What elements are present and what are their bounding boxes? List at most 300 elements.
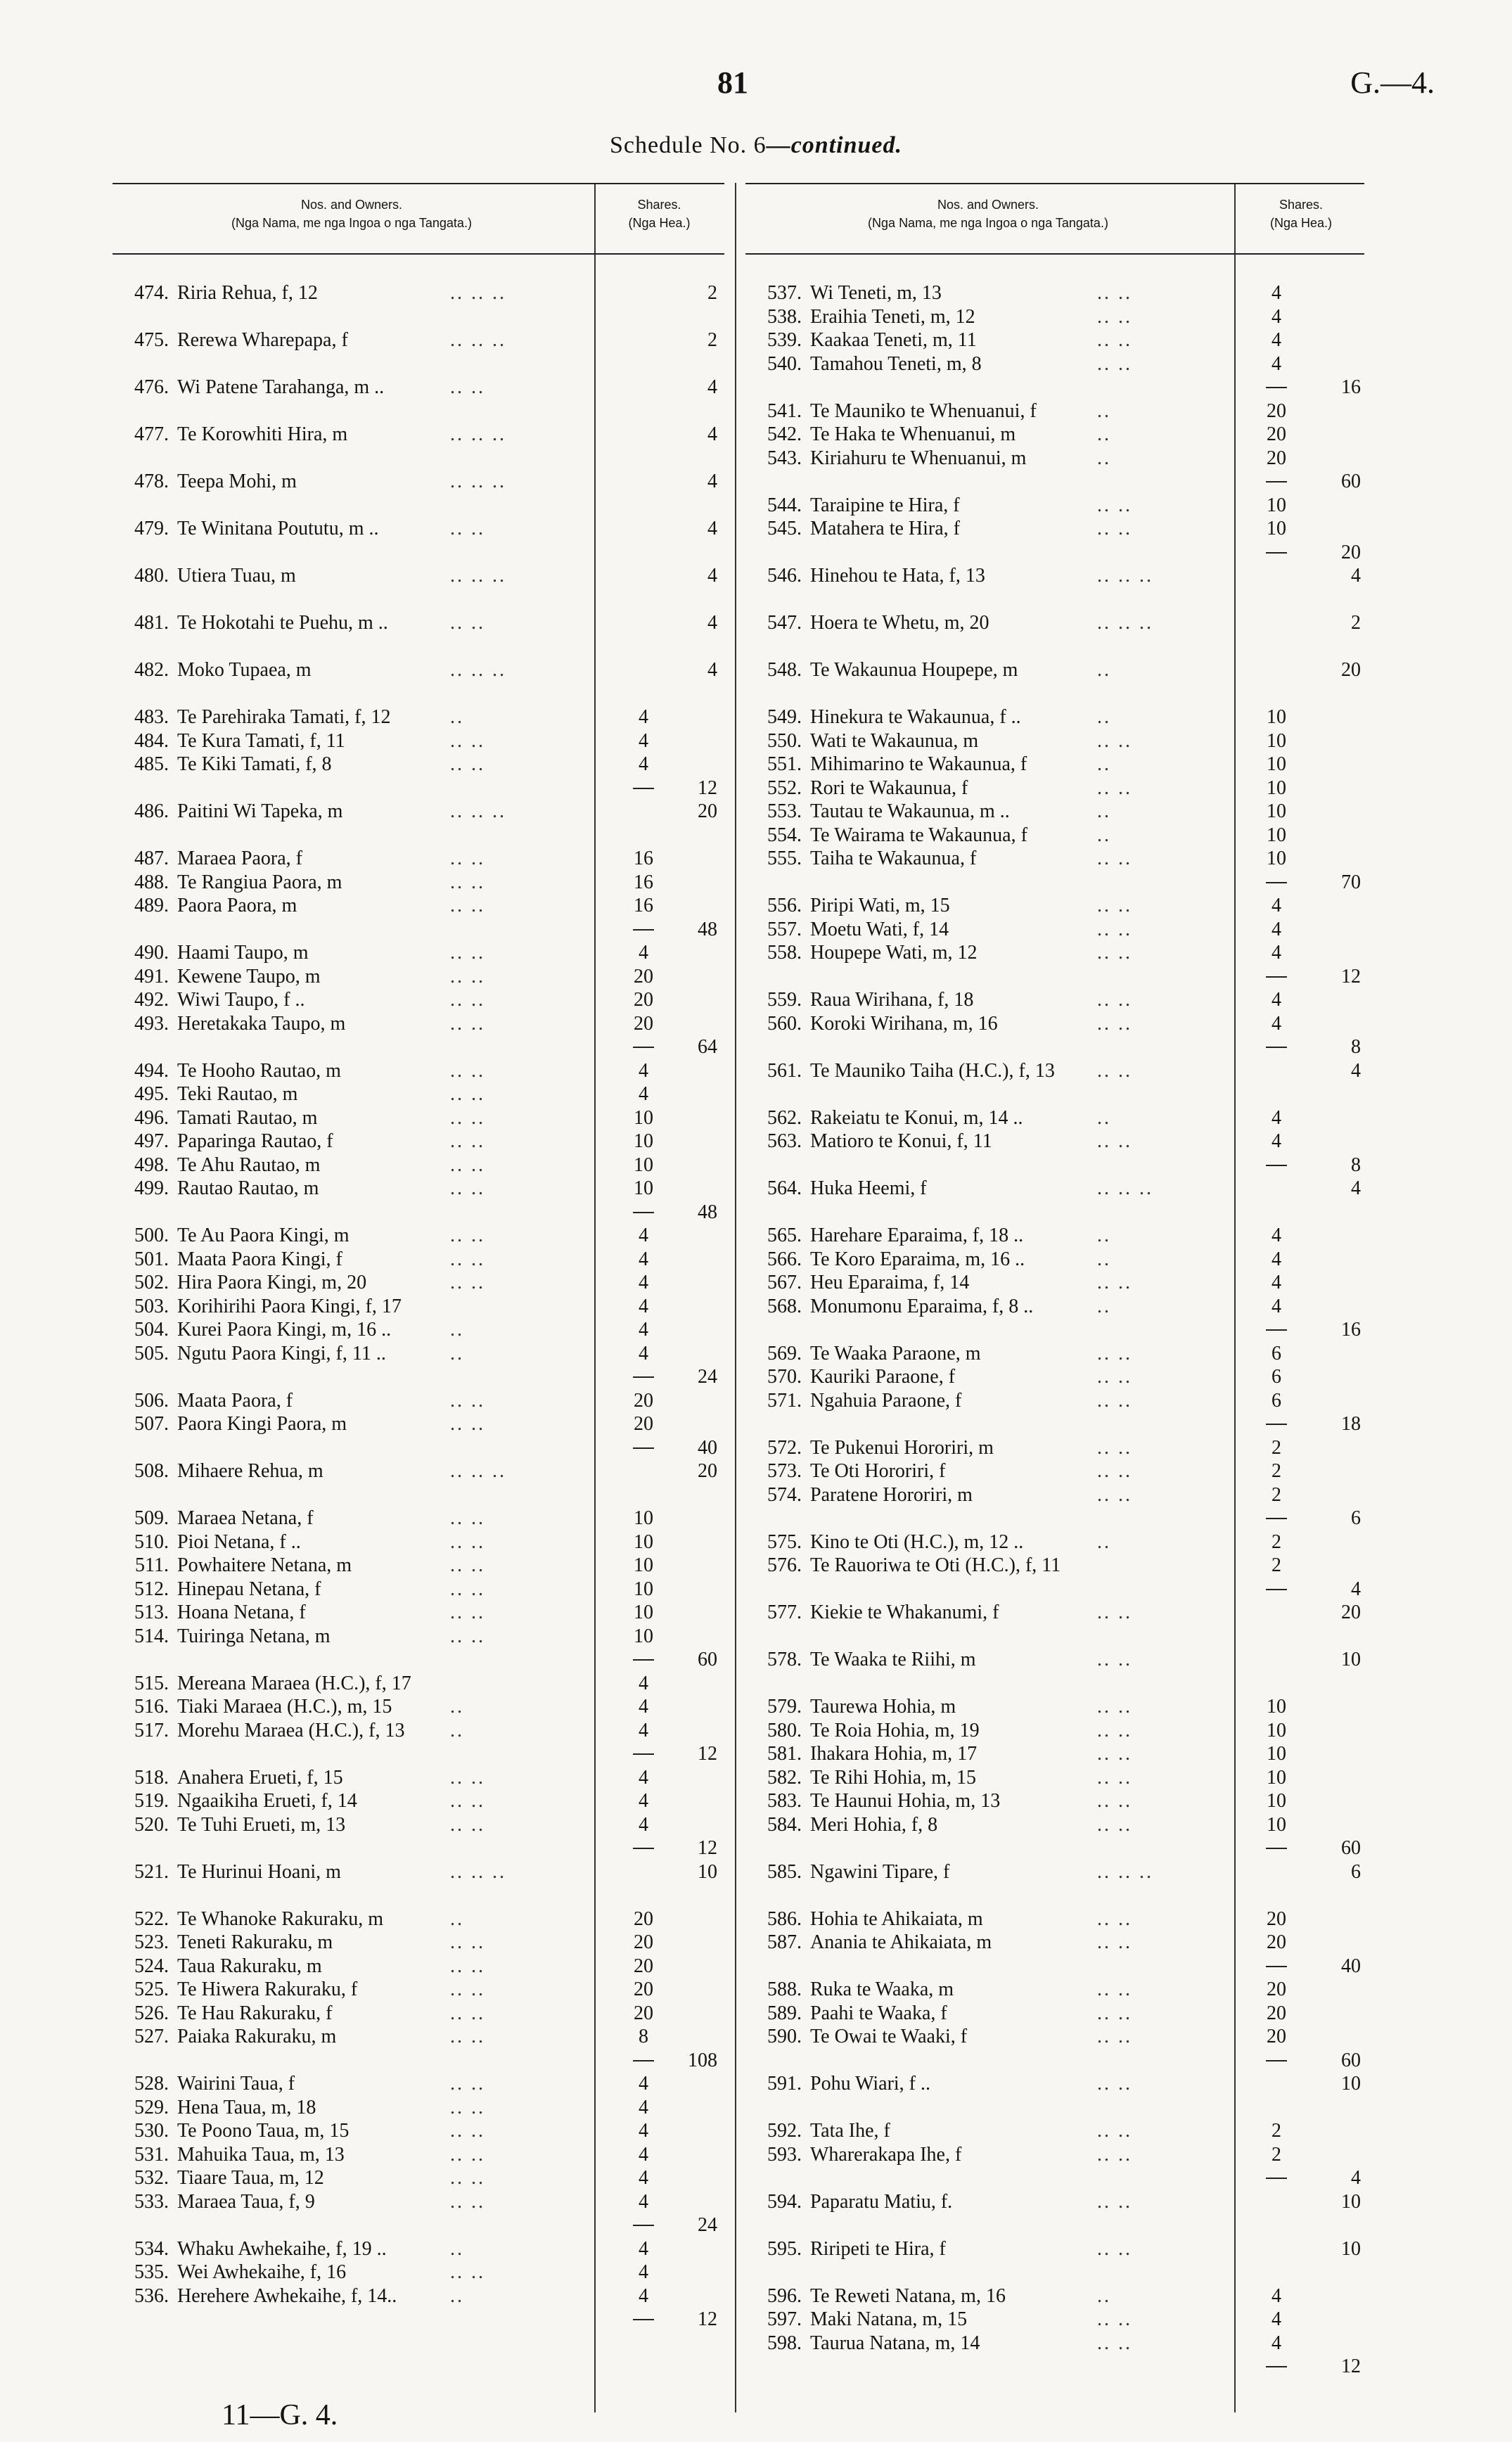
owner-number: 510. — [134, 1530, 169, 1553]
row-spacer — [113, 399, 724, 423]
subtotal-row — [113, 1648, 724, 1672]
leader-dots: .. .. — [450, 1413, 485, 1435]
owner-row — [113, 1177, 724, 1201]
individual-shares: 6 — [1271, 1366, 1281, 1388]
leader-dots: .. .. — [1097, 2308, 1132, 2330]
owner-name: Wairini Taua, f — [177, 2073, 295, 2095]
owner-number: 585. — [767, 1860, 802, 1883]
owner-number: 538. — [767, 305, 802, 328]
individual-shares: 10 — [1267, 1743, 1286, 1765]
owner-row — [113, 2096, 724, 2120]
owner-number: 568. — [767, 1295, 802, 1317]
individual-shares: 4 — [1271, 2284, 1281, 2307]
leader-dots: .. .. — [1097, 518, 1132, 539]
leader-dots: .. .. .. — [450, 282, 506, 304]
owner-row — [745, 2025, 1364, 2049]
owner-number: 505. — [134, 1342, 169, 1364]
owner-row — [745, 1601, 1364, 1625]
owner-number: 557. — [767, 918, 802, 940]
owner-row — [113, 2119, 724, 2143]
owner-row — [113, 564, 724, 588]
owner-number: 528. — [134, 2073, 169, 2095]
owner-name: Maraea Taua, f, 9 — [177, 2190, 315, 2213]
individual-shares: 10 — [1267, 518, 1286, 539]
owner-row — [113, 705, 724, 729]
owner-number: 545. — [767, 518, 802, 539]
individual-shares: 10 — [1267, 494, 1286, 516]
owner-name: Meri Hohia, f, 8 — [810, 1813, 938, 1836]
individual-shares: 4 — [1271, 1130, 1281, 1152]
subtotal-shares: 20 — [1341, 541, 1361, 563]
subtotal-rule — [1266, 1848, 1287, 1849]
leader-dots: .. — [450, 1696, 464, 1718]
owner-number: 482. — [134, 659, 169, 681]
owner-row — [745, 1648, 1364, 1672]
subtotal-shares: 12 — [1341, 965, 1361, 987]
owner-name: Haami Taupo, m — [177, 942, 309, 964]
owner-name: Tamati Rautao, m — [177, 1106, 318, 1129]
owner-number: 529. — [134, 2096, 169, 2118]
individual-shares: 20 — [634, 1955, 653, 1977]
owner-number: 543. — [767, 447, 802, 469]
owner-row — [113, 1789, 724, 1813]
owner-number: 560. — [767, 1012, 802, 1035]
owner-row — [745, 399, 1364, 423]
leader-dots: .. — [1097, 1106, 1111, 1129]
owner-row — [113, 1389, 724, 1413]
owner-number: 578. — [767, 1649, 802, 1670]
owner-row — [113, 800, 724, 824]
individual-shares: 4 — [1271, 1272, 1281, 1293]
owner-number: 487. — [134, 848, 169, 869]
owner-number: 559. — [767, 989, 802, 1011]
owner-number: 483. — [134, 706, 169, 728]
individual-shares: 10 — [1267, 1719, 1286, 1741]
individual-shares: 4 — [1271, 282, 1281, 304]
individual-shares: 20 — [634, 2002, 653, 2024]
leader-dots: .. .. — [1097, 989, 1132, 1011]
owner-name: Ngawini Tipare, f — [810, 1860, 950, 1883]
individual-shares: 4 — [639, 2237, 648, 2260]
owner-name: Paparatu Matiu, f. — [810, 2190, 953, 2213]
leader-dots: .. .. — [1097, 1366, 1132, 1388]
subtotal-rule — [633, 2060, 654, 2061]
owner-name: Teki Rautao, m — [177, 1083, 298, 1105]
leader-dots: .. .. — [1097, 1696, 1132, 1718]
owner-name: Matioro te Konui, f, 11 — [810, 1130, 992, 1152]
owner-row — [113, 281, 724, 305]
leader-dots: .. .. — [450, 2026, 485, 2047]
individual-shares: 4 — [639, 2073, 648, 2095]
owner-name: Te Oti Hororiri, f — [810, 1460, 946, 1482]
owner-row — [745, 1530, 1364, 1554]
subtotal-shares: 24 — [698, 2214, 717, 2236]
owner-name: Te Poono Taua, m, 15 — [177, 2120, 350, 2142]
individual-shares: 4 — [639, 2284, 648, 2307]
leader-dots: .. .. — [450, 1248, 485, 1270]
individual-shares: 10 — [634, 1602, 653, 1623]
owner-number: 539. — [767, 329, 802, 351]
names-header-line2: (Nga Nama, me nga Ingoa o nga Tangata.) — [231, 216, 472, 230]
individual-shares: 2 — [1271, 1436, 1281, 1459]
owner-name: Te Whanoke Rakuraku, m — [177, 1907, 383, 1930]
leader-dots: .. .. — [450, 2073, 485, 2095]
owner-number: 497. — [134, 1130, 169, 1152]
leader-dots: .. .. — [1097, 329, 1132, 351]
owner-number: 526. — [134, 2002, 169, 2024]
owner-name: Matahera te Hira, f — [810, 518, 960, 539]
owner-name: Ngahuia Paraone, f — [810, 1389, 962, 1412]
owner-name: Te Hooho Rautao, m — [177, 1059, 341, 1082]
owner-number: 490. — [134, 942, 169, 964]
leader-dots: .. .. — [450, 2143, 485, 2166]
individual-shares: 20 — [634, 1413, 653, 1435]
owner-name: Te Au Paora Kingi, m — [177, 1225, 350, 1246]
leader-dots: .. .. — [1097, 848, 1132, 869]
leader-dots: .. .. — [450, 1272, 485, 1293]
owner-row — [113, 2261, 724, 2284]
owner-number: 593. — [767, 2143, 802, 2166]
owner-name: Maki Natana, m, 15 — [810, 2308, 968, 2330]
individual-shares: 4 — [639, 1248, 648, 1270]
leader-dots: .. .. — [450, 1130, 485, 1152]
leader-dots: .. .. .. — [450, 471, 506, 492]
owner-number: 580. — [767, 1719, 802, 1741]
owner-row — [113, 1601, 724, 1625]
owner-name: Maraea Netana, f — [177, 1507, 314, 1529]
subtotal-row — [113, 1035, 724, 1059]
owner-row — [745, 2332, 1364, 2355]
leader-dots: .. .. — [1097, 1272, 1132, 1293]
owner-number: 506. — [134, 1389, 169, 1412]
owner-row — [745, 729, 1364, 753]
owner-number: 589. — [767, 2002, 802, 2024]
leader-dots: .. .. .. — [450, 565, 506, 587]
subtotal-row — [113, 1365, 724, 1389]
individual-shares: 20 — [1267, 447, 1286, 469]
subtotal-shares: 18 — [1341, 1413, 1361, 1435]
owner-name: Raua Wirihana, f, 18 — [810, 989, 974, 1011]
owner-row — [745, 2284, 1364, 2308]
owner-row — [745, 281, 1364, 305]
individual-shares: 4 — [639, 1719, 648, 1741]
leader-dots: .. — [1097, 447, 1111, 469]
owner-row — [113, 1695, 724, 1719]
owner-row — [745, 2190, 1364, 2214]
right-column — [745, 183, 1364, 2379]
leader-dots: .. .. — [1097, 352, 1132, 375]
leader-dots: .. .. — [450, 1625, 485, 1647]
owner-number: 534. — [134, 2237, 169, 2260]
subtotal-shares: 60 — [1341, 2049, 1361, 2071]
individual-shares: 20 — [634, 1907, 653, 1930]
individual-shares: 20 — [634, 1931, 653, 1953]
subtotal-rule — [633, 788, 654, 789]
owner-number: 503. — [134, 1295, 169, 1317]
owner-number: 530. — [134, 2120, 169, 2142]
total-shares: 10 — [698, 1860, 717, 1883]
owner-name: Rakeiatu te Konui, m, 14 .. — [810, 1106, 1023, 1129]
owner-number: 501. — [134, 1248, 169, 1270]
owner-row — [113, 729, 724, 753]
individual-shares: 4 — [639, 729, 648, 752]
owner-name: Powhaitere Netana, m — [177, 1554, 352, 1576]
individual-shares: 10 — [1267, 729, 1286, 752]
shares-header — [598, 196, 721, 232]
owner-row — [113, 1318, 724, 1342]
subtotal-shares: 12 — [698, 1743, 717, 1765]
individual-shares: 6 — [1271, 1342, 1281, 1364]
owner-number: 574. — [767, 1483, 802, 1506]
individual-shares: 10 — [1267, 753, 1286, 775]
leader-dots: .. — [450, 1719, 464, 1741]
owner-row — [745, 352, 1364, 376]
individual-shares: 2 — [1271, 1554, 1281, 1576]
owner-name: Paora Paora, m — [177, 895, 297, 916]
owner-row — [113, 871, 724, 895]
leader-dots: .. .. — [450, 1790, 485, 1812]
owner-row — [745, 1860, 1364, 1884]
leader-dots: .. .. — [1097, 1483, 1132, 1506]
owner-row — [113, 2237, 724, 2261]
total-shares: 2 — [1351, 612, 1361, 634]
owner-name: Te Winitana Poututu, m .. — [177, 518, 379, 539]
leader-dots: .. — [1097, 1530, 1111, 1553]
subtotal-rule — [1266, 1518, 1287, 1519]
owner-number: 594. — [767, 2190, 802, 2213]
owner-row — [113, 1012, 724, 1036]
subtotal-shares: 8 — [1351, 1153, 1361, 1176]
row-spacer — [113, 305, 724, 329]
owner-number: 590. — [767, 2026, 802, 2047]
owner-number: 486. — [134, 800, 169, 822]
owner-row — [113, 1130, 724, 1153]
owner-row — [745, 1978, 1364, 2002]
right-column-header — [745, 183, 1364, 255]
total-shares: 4 — [707, 423, 717, 445]
individual-shares: 4 — [1271, 1106, 1281, 1129]
owner-number: 575. — [767, 1530, 802, 1553]
owner-number: 579. — [767, 1696, 802, 1718]
owner-number: 516. — [134, 1696, 169, 1718]
owner-name: Paratene Hororiri, m — [810, 1483, 973, 1506]
owner-name: Taua Rakuraku, m — [177, 1955, 322, 1977]
subtotal-shares: 4 — [1351, 1578, 1361, 1600]
owner-number: 511. — [135, 1554, 169, 1576]
row-spacer — [745, 2213, 1364, 2237]
owner-name: Maraea Paora, f — [177, 848, 303, 869]
owner-name: Te Mauniko Taiha (H.C.), f, 13 — [810, 1059, 1055, 1082]
subtotal-row — [113, 1836, 724, 1860]
owner-number: 566. — [767, 1248, 802, 1270]
leader-dots: .. .. — [450, 871, 485, 893]
individual-shares: 10 — [634, 1578, 653, 1600]
owner-row — [745, 2237, 1364, 2261]
owner-name: Rautao Rautao, m — [177, 1177, 319, 1199]
subtotal-shares: 16 — [1341, 1319, 1361, 1341]
owner-name: Kiekie te Whakanumi, f — [810, 1602, 999, 1623]
leader-dots: .. .. — [1097, 1978, 1132, 2000]
owner-number: 484. — [134, 729, 169, 752]
row-spacer — [745, 635, 1364, 659]
subtotal-row — [745, 1836, 1364, 1860]
individual-shares: 4 — [1271, 989, 1281, 1011]
owner-row — [745, 517, 1364, 541]
subtotal-row — [745, 1412, 1364, 1436]
owner-name: Taurua Natana, m, 14 — [810, 2332, 980, 2354]
leader-dots: .. .. — [1097, 895, 1132, 916]
owner-name: Te Hurinui Hoani, m — [177, 1860, 341, 1883]
owner-row — [113, 1554, 724, 1578]
owner-row — [113, 2025, 724, 2049]
leader-dots: .. .. — [450, 729, 485, 752]
leader-dots: .. .. — [1097, 1059, 1132, 1082]
individual-shares: 4 — [639, 2261, 648, 2283]
subtotal-shares: 70 — [1341, 871, 1361, 893]
leader-dots: .. .. — [1097, 2237, 1132, 2260]
owner-row — [745, 2002, 1364, 2026]
individual-shares: 2 — [1271, 2120, 1281, 2142]
subtotal-rule — [1266, 387, 1287, 388]
subtotal-row — [745, 470, 1364, 494]
leader-dots: .. .. — [450, 1507, 485, 1529]
individual-shares: 16 — [634, 871, 653, 893]
owner-row — [745, 918, 1364, 942]
owner-row — [113, 376, 724, 399]
owner-row — [745, 2072, 1364, 2096]
schedule-title-prefix: Schedule No. 6 — [610, 132, 767, 158]
owner-name: Te Rauoriwa te Oti (H.C.), f, 11 — [810, 1554, 1061, 1576]
owner-row — [745, 1059, 1364, 1083]
owner-name: Eraihia Teneti, m, 12 — [810, 305, 975, 328]
owner-name: Tuiringa Netana, m — [177, 1625, 331, 1647]
subtotal-row — [113, 2049, 724, 2073]
subtotal-shares: 8 — [1351, 1036, 1361, 1058]
owner-number: 549. — [767, 706, 802, 728]
individual-shares: 4 — [639, 1295, 648, 1317]
subtotal-rule — [1266, 552, 1287, 554]
owner-number: 573. — [767, 1460, 802, 1482]
owner-name: Kewene Taupo, m — [177, 965, 321, 987]
owner-name: Te Waaka te Riihi, m — [810, 1649, 976, 1670]
individual-shares: 2 — [1271, 1483, 1281, 1506]
owner-number: 556. — [767, 895, 802, 916]
total-shares: 10 — [1341, 2237, 1361, 2260]
leader-dots: .. .. — [1097, 1436, 1132, 1459]
leader-dots: .. — [1097, 1248, 1111, 1270]
owner-row — [745, 611, 1364, 635]
owner-name: Te Hokotahi te Puehu, m .. — [177, 612, 388, 634]
total-shares: 4 — [1351, 565, 1361, 587]
owner-name: Pohu Wiari, f .. — [810, 2073, 931, 2095]
owner-row — [745, 1459, 1364, 1483]
leader-dots: .. — [1097, 1295, 1111, 1317]
owner-number: 523. — [134, 1931, 169, 1953]
owner-row — [113, 1530, 724, 1554]
owner-name: Heu Eparaima, f, 14 — [810, 1272, 970, 1293]
leader-dots: .. .. — [450, 2096, 485, 2118]
owner-name: Utiera Tuau, m — [177, 565, 296, 587]
owner-row — [745, 1931, 1364, 1955]
subtotal-row — [745, 1507, 1364, 1530]
owner-number: 546. — [767, 565, 802, 587]
owner-number: 481. — [134, 612, 169, 634]
owner-number: 500. — [134, 1225, 169, 1246]
leader-dots: .. .. — [1097, 1012, 1132, 1035]
owner-row — [113, 1412, 724, 1436]
total-shares: 4 — [707, 471, 717, 492]
owner-name: Ngutu Paora Kingi, f, 11 .. — [177, 1342, 386, 1364]
subtotal-shares: 48 — [698, 1201, 717, 1223]
subtotal-rule — [633, 2319, 654, 2320]
owner-name: Te Hau Rakuraku, f — [177, 2002, 333, 2024]
owner-row — [113, 1672, 724, 1696]
subtotal-row — [745, 871, 1364, 895]
individual-shares: 10 — [634, 1153, 653, 1176]
leader-dots: .. — [1097, 2284, 1111, 2307]
subtotal-row — [745, 1578, 1364, 1602]
owner-row — [113, 1907, 724, 1931]
leader-dots: .. — [1097, 399, 1111, 422]
leader-dots: .. .. — [450, 848, 485, 869]
owner-number: 561. — [767, 1059, 802, 1082]
subtotal-rule — [633, 1753, 654, 1755]
owner-number: 583. — [767, 1790, 802, 1812]
subtotal-shares: 12 — [698, 1837, 717, 1859]
row-spacer — [113, 824, 724, 848]
individual-shares: 4 — [1271, 352, 1281, 375]
owner-row — [113, 847, 724, 871]
owner-row — [745, 564, 1364, 588]
leader-dots: .. .. — [450, 895, 485, 916]
leader-dots: .. .. — [1097, 1931, 1132, 1953]
leader-dots: .. .. — [450, 1554, 485, 1576]
owner-row — [113, 1931, 724, 1955]
owner-number: 531. — [134, 2143, 169, 2166]
owner-row — [745, 894, 1364, 918]
owner-row — [745, 847, 1364, 871]
subtotal-rule — [1266, 1424, 1287, 1425]
individual-shares: 16 — [634, 848, 653, 869]
leader-dots: .. .. — [1097, 1813, 1132, 1836]
owner-number: 522. — [134, 1907, 169, 1930]
owner-number: 492. — [134, 989, 169, 1011]
subtotal-rule — [1266, 882, 1287, 883]
owner-name: Koroki Wirihana, m, 16 — [810, 1012, 998, 1035]
subtotal-row — [745, 1153, 1364, 1177]
owner-number: 474. — [134, 282, 169, 304]
subtotal-row — [113, 918, 724, 942]
leader-dots: .. .. .. — [450, 329, 506, 351]
owner-row — [113, 611, 724, 635]
subtotal-row — [745, 541, 1364, 565]
row-spacer — [745, 682, 1364, 706]
owner-number: 536. — [134, 2284, 169, 2307]
shares-header-line2: (Nga Hea.) — [628, 216, 691, 230]
total-shares: 2 — [707, 282, 717, 304]
leader-dots: .. .. — [1097, 1649, 1132, 1670]
schedule-title-suffix: —continued. — [766, 132, 902, 158]
owner-name: Wharerakapa Ihe, f — [810, 2143, 962, 2166]
owner-number: 563. — [767, 1130, 802, 1152]
owner-row — [113, 1578, 724, 1602]
individual-shares: 20 — [1267, 2026, 1286, 2047]
subtotal-shares: 60 — [698, 1649, 717, 1670]
owner-number: 571. — [767, 1389, 802, 1412]
individual-shares: 10 — [1267, 800, 1286, 822]
subtotal-rule — [633, 1047, 654, 1048]
owner-number: 533. — [134, 2190, 169, 2213]
